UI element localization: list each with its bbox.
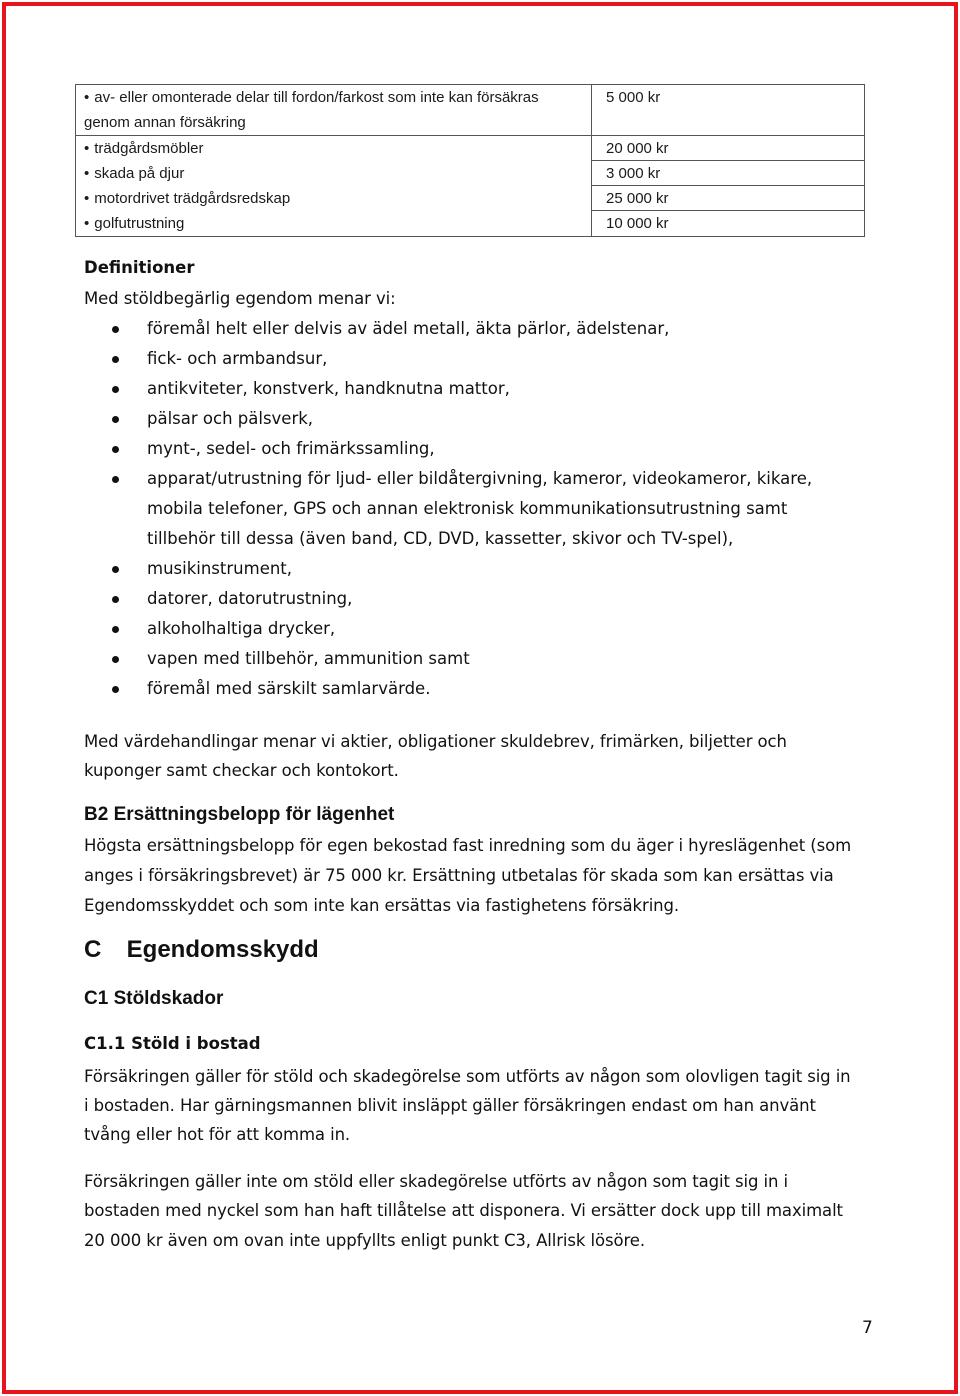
bullet-icon xyxy=(112,626,119,633)
list-item: antikviteter, konstverk, handknutna mattor, xyxy=(110,374,812,404)
table-cell-amount: 20 000 kr xyxy=(592,136,864,161)
bullet-icon xyxy=(112,416,119,423)
definitions-heading: Definitioner xyxy=(84,258,195,277)
list-item: vapen med tillbehör, ammunition samt xyxy=(110,644,812,674)
section-heading-b2: B2 Ersättningsbelopp för lägenhet xyxy=(84,804,395,825)
list-item: musikinstrument, xyxy=(110,554,812,584)
table-cell-amount: 25 000 kr xyxy=(592,186,864,211)
paragraph-line: Försäkringen gäller inte om stöld eller skadegörelse utförts av någon som tagit sig in i xyxy=(84,1172,788,1191)
paragraph-line: tvång eller hot för att komma in. xyxy=(84,1125,351,1144)
section-heading-c1: C1 Stöldskador xyxy=(84,988,224,1009)
paragraph-line: i bostaden. Har gärningsmannen blivit insläppt gäller försäkringen endast om han använt xyxy=(84,1096,816,1115)
list-item: föremål helt eller delvis av ädel metall, äkta pärlor, ädelstenar, xyxy=(110,314,812,344)
valuables-list xyxy=(110,314,812,704)
valuables-definition-line: kuponger samt checkar och kontokort. xyxy=(84,761,399,780)
paragraph-line: Högsta ersättningsbelopp för egen bekostad fast inredning som du äger i hyreslägenhet (som xyxy=(84,836,852,855)
bullet-icon xyxy=(112,686,119,693)
list-item: mynt-, sedel- och frimärkssamling, xyxy=(110,434,812,464)
bullet-icon xyxy=(112,656,119,663)
table-cell-item-cont: genom annan försäkring xyxy=(84,114,246,131)
table-cell-item: • golfutrustning xyxy=(84,211,591,236)
bullet-icon xyxy=(112,356,119,363)
table-cell-item: • av- eller omonterade delar till fordon/farkost som inte kan försäkras xyxy=(84,85,591,110)
definitions-intro: Med stöldbegärlig egendom menar vi: xyxy=(84,289,396,308)
bullet-icon xyxy=(112,446,119,453)
list-item: apparat/utrustning för ljud- eller bildåtergivning, kameror, videokameror, kikare, xyxy=(110,464,812,494)
table-cell-item: • trädgårdsmöbler xyxy=(84,136,591,161)
page-number: 7 xyxy=(862,1318,873,1338)
section-heading-c11: C1.1 Stöld i bostad xyxy=(84,1034,261,1053)
table-cell-amount: 5 000 kr xyxy=(606,89,661,106)
list-item: pälsar och pälsverk, xyxy=(110,404,812,434)
table-row xyxy=(76,85,865,136)
bullet-icon xyxy=(112,326,119,333)
list-item: föremål med särskilt samlarvärde. xyxy=(110,674,812,704)
table-cell-item: • motordrivet trädgårdsredskap xyxy=(84,186,591,211)
paragraph-line: Egendomsskyddet och som inte kan ersättas via fastighetens försäkring. xyxy=(84,896,680,915)
bullet-icon xyxy=(112,386,119,393)
list-item-continuation: mobila telefoner, GPS och annan elektronisk kommunikationsutrustning samt xyxy=(147,499,788,518)
paragraph-line: Försäkringen gäller för stöld och skadegörelse som utförts av någon som olovligen tagit sig in xyxy=(84,1067,851,1086)
table-cell-amount: 10 000 kr xyxy=(606,215,669,232)
valuables-definition-line: Med värdehandlingar menar vi aktier, obligationer skuldebrev, frimärken, biljetter och xyxy=(84,732,787,751)
bullet-icon xyxy=(112,566,119,573)
section-heading-c: C Egendomsskydd xyxy=(84,936,319,963)
paragraph-line: anges i försäkringsbrevet) är 75 000 kr. Ersättning utbetalas för skada som kan ersättas via xyxy=(84,866,834,885)
list-item: alkoholhaltiga drycker, xyxy=(110,614,812,644)
table-cell-item: • skada på djur xyxy=(84,161,591,186)
table-row xyxy=(76,136,865,237)
list-item: fick- och armbandsur, xyxy=(110,344,812,374)
list-item-continuation: tillbehör till dessa (även band, CD, DVD, kassetter, skivor och TV-spel), xyxy=(147,529,734,548)
bullet-icon xyxy=(112,476,119,483)
limits-table xyxy=(75,84,865,237)
bullet-icon xyxy=(112,596,119,603)
list-item: datorer, datorutrustning, xyxy=(110,584,812,614)
table-cell-amount: 3 000 kr xyxy=(592,161,864,186)
paragraph-line: bostaden med nyckel som han haft tillåtelse att disponera. Vi ersätter dock upp till maximalt xyxy=(84,1201,843,1220)
paragraph-line: 20 000 kr även om ovan inte uppfyllts enligt punkt C3, Allrisk lösöre. xyxy=(84,1231,645,1250)
